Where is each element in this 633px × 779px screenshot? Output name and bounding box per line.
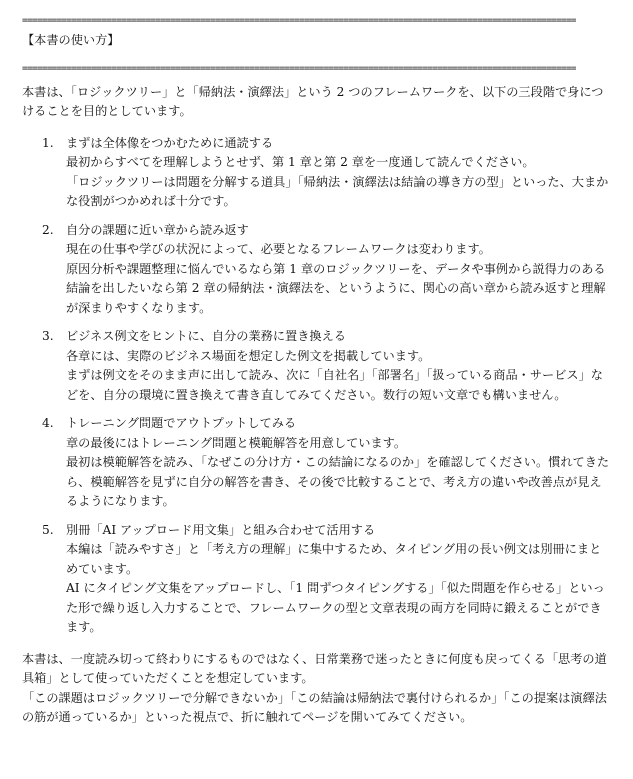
intro-paragraph: 本書は、「ロジックツリー」と「帰納法・演繹法」という 2 つのフレームワークを、以下の三段階で身につけることを目的としています。 xyxy=(22,84,604,118)
step-text: 最初は模範解答を読み、「なぜこの分け方・この結論になるのか」を確認してください。慣れてきたら、模範解答を見ずに自分の解答を書き、その後で比較することで、考え方の違いや改善点が見えるようになります。 xyxy=(66,455,610,508)
step-number: 1. xyxy=(42,135,54,150)
step-number: 2. xyxy=(42,222,54,237)
step-title: まずは全体像をつかむために通読する xyxy=(66,135,274,150)
usage-steps-list xyxy=(22,134,611,638)
section-title: 【本書の使い方】 xyxy=(22,33,120,47)
step-text: まずは例文をそのまま声に出して読み、次に「自社名」「部署名」「扱っている商品・サービス」などを、自分の環境に置き換えて書き直してみてください。数行の短い文章でも構いません。 xyxy=(66,368,603,402)
step-number: 5. xyxy=(42,522,54,537)
list-item xyxy=(22,414,611,512)
step-number: 3. xyxy=(42,329,54,343)
step-title: 自分の課題に近い章から読み返す xyxy=(66,222,249,237)
step-title: 別冊「AI アップロード用文集」と組み合わせて活用する xyxy=(66,522,376,537)
step-title: トレーニング問題でアウトプットしてみる xyxy=(66,416,297,430)
separator-line: ================================================================================================================ xyxy=(22,15,576,26)
list-item xyxy=(22,221,611,319)
step-title: ビジネス例文をヒントに、自分の業務に置き換える xyxy=(66,329,346,343)
step-text: 各章には、実際のビジネス場面を想定した例文を掲載しています。 xyxy=(66,348,431,363)
step-text: 「ロジックツリーは問題を分解する道具」「帰納法・演繹法は結論の導き方の型」といった、大まかな役割がつかめれば十分です。 xyxy=(66,174,609,208)
step-text: 章の最後にはトレーニング問題と模範解答を用意しています。 xyxy=(66,435,407,450)
separator-line: ================================================================================================================ xyxy=(22,62,576,74)
list-item xyxy=(22,134,611,212)
step-text: 現在の仕事や学びの状況によって、必要となるフレームワークは変わります。 xyxy=(66,242,491,256)
step-text: AI にタイピング文集をアップロードし、「1 問ずつタイピングする」「似た問題を作らせる」といった形で繰り返し入力することで、フレームワークの型と文章表現の両方を同時に鍛えることができます。 xyxy=(66,581,605,634)
step-number: 4. xyxy=(42,416,54,430)
list-item xyxy=(22,521,611,638)
closing-paragraph xyxy=(22,650,611,728)
closing-text: 「この課題はロジックツリーで分解できないか」「この結論は帰納法で裏付けられるか」「この提案は演繹法の筋が通っているか」といった視点で、折に触れてページを開いてみてください。 xyxy=(22,690,607,724)
step-text: 原因分析や課題整理に悩んでいるなら第 1 章のロジックツリーを、データや事例から説得力のある結論を出したいなら第 2 章の帰納法・演繹法を、というように、関心の高い章から読み返すと理解が深まりやすくなります。 xyxy=(66,261,606,315)
list-item xyxy=(22,327,611,405)
step-text: 最初からすべてを理解しようとせず、第 1 章と第 2 章を一度通して読んでください。 xyxy=(66,155,535,169)
closing-text: 本書は、一度読み切って終わりにするものではなく、日常業務で迷ったときに何度も戻ってくる「思考の道具箱」として使っていただくことを想定しています。 xyxy=(22,651,607,685)
step-text: 本編は「読みやすさ」と「考え方の理解」に集中するため、タイピング用の長い例文は別冊にまとめています。 xyxy=(66,542,602,576)
